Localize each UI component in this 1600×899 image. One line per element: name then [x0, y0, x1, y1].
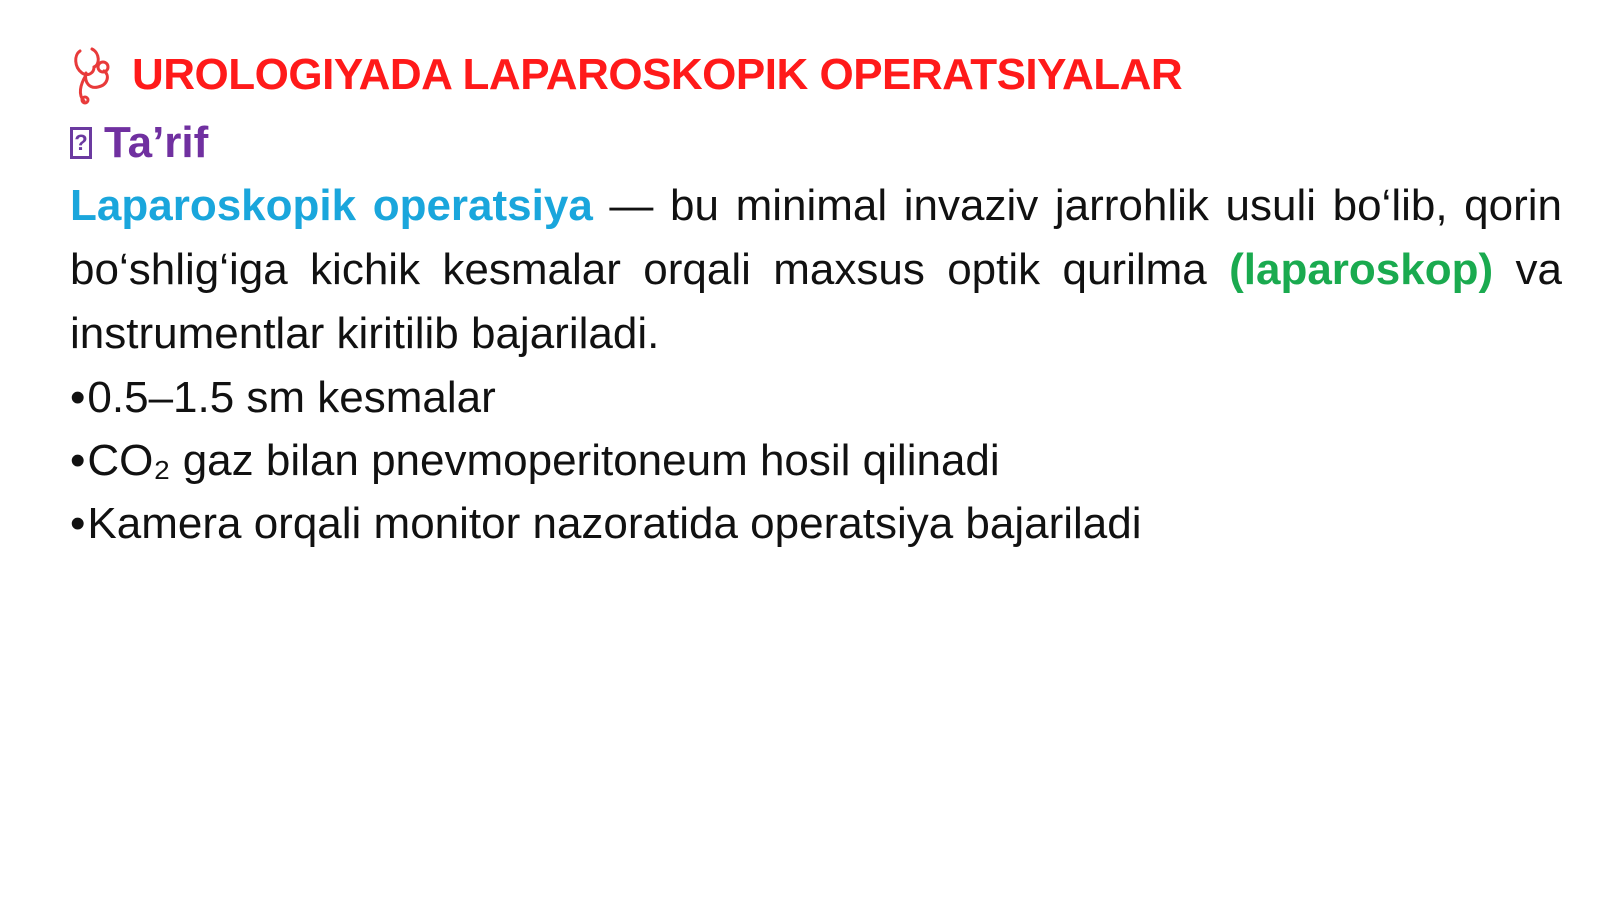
definition-text-2: va instrumentlar kiritilib bajariladi. — [70, 245, 1562, 358]
bullet-text: CO₂ gaz bilan pnevmoperitoneum hosil qilinadi — [87, 436, 1000, 485]
list-item — [70, 492, 1562, 555]
bullet-text: Kamera orqali monitor nazoratida operatsiya bajariladi — [87, 499, 1142, 548]
list-item — [70, 429, 1562, 492]
slide-title: UROLOGIYADA LAPAROSKOPIK OPERATSIYALAR — [132, 50, 1183, 99]
definition-term: Laparoskopik operatsiya — [70, 181, 593, 230]
slide-content — [70, 40, 1562, 555]
section-heading: Ta’rif — [104, 118, 209, 167]
list-item — [70, 366, 1562, 429]
definition-device: (laparoskop) — [1229, 245, 1494, 294]
bullet-dot: • — [70, 436, 86, 485]
bullet-text: 0.5–1.5 sm kesmalar — [87, 373, 496, 422]
bullet-dot: • — [70, 499, 86, 548]
bullet-dot: • — [70, 373, 86, 422]
title-row — [70, 40, 1562, 110]
definition-text-1: — bu minimal invaziv jarrohlik usuli bo‘lib, qorin bo‘shlig‘iga kichik kesmalar orqali maxsus optik qurilma — [70, 181, 1563, 294]
definition-paragraph — [70, 174, 1562, 366]
stethoscope-icon — [70, 45, 118, 105]
subtitle-row — [70, 112, 1562, 174]
bullet-list — [70, 366, 1562, 555]
missing-glyph-icon: ? — [70, 127, 92, 159]
